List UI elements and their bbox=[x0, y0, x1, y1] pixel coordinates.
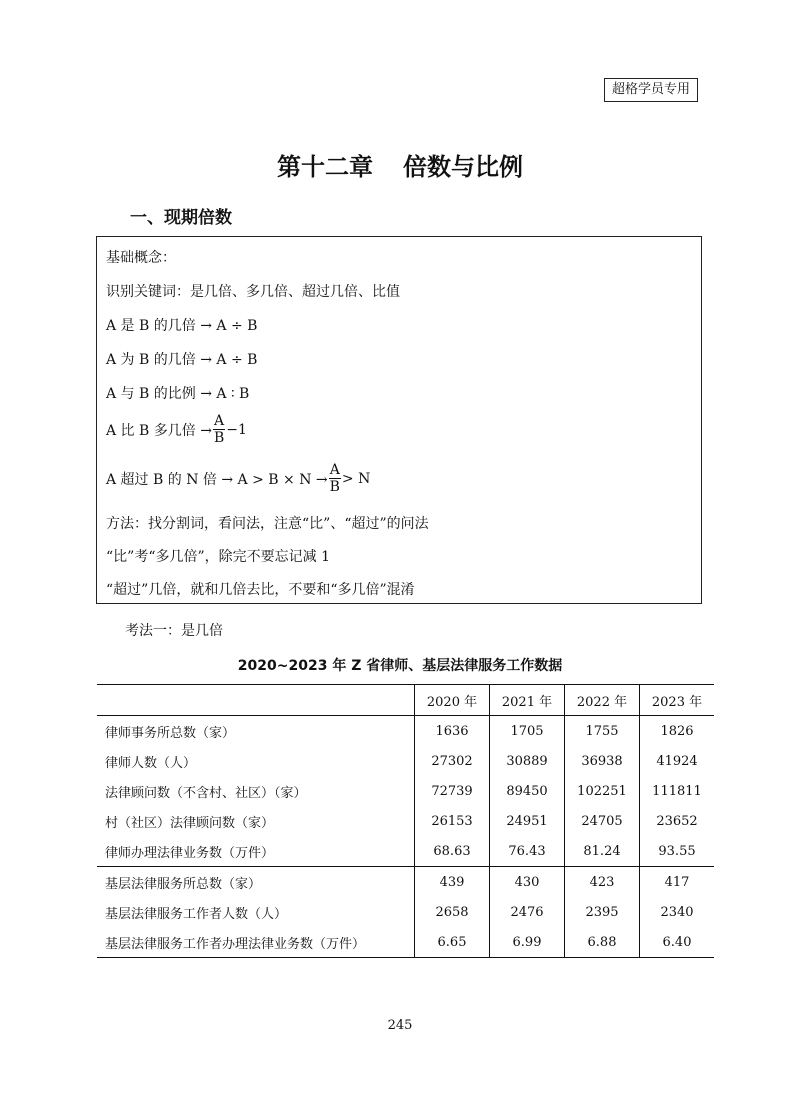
table-row bbox=[97, 836, 714, 867]
concept-line-4: A 为 B 的几倍 → A ÷ B bbox=[106, 352, 258, 368]
table-cell: 24951 bbox=[490, 806, 565, 836]
concept-line-5: A 与 B 的比例 → A ∶ B bbox=[106, 386, 250, 402]
page-number: 245 bbox=[387, 1018, 413, 1033]
table-header-cell: 2023 年 bbox=[640, 685, 715, 716]
table-cell: 1755 bbox=[565, 716, 640, 747]
table-row bbox=[97, 806, 714, 836]
table-row bbox=[97, 776, 714, 806]
formula-suffix: −1 bbox=[226, 421, 247, 438]
table-header-cell bbox=[97, 685, 415, 716]
table-cell: 基层法律服务工作者办理法律业务数（万件） bbox=[105, 936, 366, 952]
concept-line-1: 基础概念： bbox=[106, 250, 176, 266]
table-cell: 111811 bbox=[640, 776, 715, 806]
formula-suffix: > N bbox=[341, 470, 371, 487]
table-cell: 24705 bbox=[565, 806, 640, 836]
table-cell: 律师事务所总数（家） bbox=[105, 725, 236, 741]
formula-prefix: A 超过 B 的 N 倍 → A > B × N → bbox=[106, 471, 328, 488]
data-table bbox=[97, 684, 714, 958]
table-row bbox=[97, 867, 714, 898]
table-header-row bbox=[97, 685, 714, 716]
table-cell: 2658 bbox=[415, 897, 490, 927]
table-cell: 30889 bbox=[490, 746, 565, 776]
table-cell: 6.99 bbox=[490, 927, 565, 958]
table-cell: 6.40 bbox=[640, 927, 715, 958]
fraction-denominator: B bbox=[213, 430, 225, 446]
table-cell: 41924 bbox=[640, 746, 715, 776]
table-cell: 439 bbox=[415, 867, 490, 898]
concept-box bbox=[96, 236, 702, 604]
table-cell: 2395 bbox=[565, 897, 640, 927]
table-cell: 6.65 bbox=[415, 927, 490, 958]
table-cell: 423 bbox=[565, 867, 640, 898]
chapter-name: 倍数与比例 bbox=[403, 153, 523, 181]
table-title: 2020~2023 年 Z 省律师、基层法律服务工作数据 bbox=[237, 658, 563, 674]
table-row bbox=[97, 897, 714, 927]
table-header-cell: 2020 年 bbox=[415, 685, 490, 716]
chapter-number: 第十二章 bbox=[277, 153, 373, 181]
section-heading: 一、现期倍数 bbox=[130, 208, 232, 228]
table-cell: 律师办理法律业务数（万件） bbox=[105, 845, 275, 861]
fraction-denominator: B bbox=[329, 479, 340, 495]
table-cell: 26153 bbox=[415, 806, 490, 836]
concept-line-8: 方法：找分割词，看问法，注意“比”、“超过”的问法 bbox=[106, 516, 429, 532]
table-cell: 93.55 bbox=[640, 836, 715, 867]
table-cell: 村（社区）法律顾问数（家） bbox=[105, 815, 275, 831]
table-cell: 76.43 bbox=[490, 836, 565, 867]
table-cell: 1826 bbox=[640, 716, 715, 747]
table-cell: 36938 bbox=[565, 746, 640, 776]
table-cell: 基层法律服务所总数（家） bbox=[105, 876, 262, 892]
table-cell: 68.63 bbox=[415, 836, 490, 867]
table-cell: 430 bbox=[490, 867, 565, 898]
method-label: 考法一：是几倍 bbox=[125, 623, 223, 639]
formula-prefix: A 比 B 多几倍 → bbox=[106, 422, 212, 439]
table-cell: 6.88 bbox=[565, 927, 640, 958]
table-cell: 2476 bbox=[490, 897, 565, 927]
table-header-cell: 2021 年 bbox=[490, 685, 565, 716]
fraction-numerator: A bbox=[214, 413, 225, 429]
fraction bbox=[329, 462, 341, 495]
table-cell: 1705 bbox=[490, 716, 565, 747]
table-row bbox=[97, 716, 714, 747]
table-cell: 72739 bbox=[415, 776, 490, 806]
table-cell: 23652 bbox=[640, 806, 715, 836]
table-header-cell: 2022 年 bbox=[565, 685, 640, 716]
fraction bbox=[213, 413, 225, 446]
table-cell: 102251 bbox=[565, 776, 640, 806]
table-cell: 81.24 bbox=[565, 836, 640, 867]
exclusive-badge: 超格学员专用 bbox=[604, 78, 698, 102]
table-cell: 1636 bbox=[415, 716, 490, 747]
table-cell: 律师人数（人） bbox=[105, 755, 197, 771]
table-cell: 417 bbox=[640, 867, 715, 898]
concept-line-3: A 是 B 的几倍 → A ÷ B bbox=[106, 318, 258, 334]
chapter-title bbox=[0, 147, 800, 182]
concept-line-6 bbox=[106, 413, 247, 446]
table-row bbox=[97, 746, 714, 776]
concept-line-10: “超过”几倍，就和几倍去比，不要和“多几倍”混淆 bbox=[106, 582, 415, 598]
table-cell: 89450 bbox=[490, 776, 565, 806]
table-row bbox=[97, 927, 714, 958]
table-cell: 法律顾问数（不含村、社区）（家） bbox=[105, 785, 307, 801]
concept-line-7 bbox=[106, 462, 370, 495]
table-cell: 27302 bbox=[415, 746, 490, 776]
table-cell: 2340 bbox=[640, 897, 715, 927]
concept-line-9: “比”考“多几倍”，除完不要忘记减 1 bbox=[106, 549, 330, 565]
fraction-numerator: A bbox=[329, 462, 340, 478]
table-cell: 基层法律服务工作者人数（人） bbox=[105, 906, 288, 922]
concept-line-2: 识别关键词：是几倍、多几倍、超过几倍、比值 bbox=[106, 284, 400, 300]
